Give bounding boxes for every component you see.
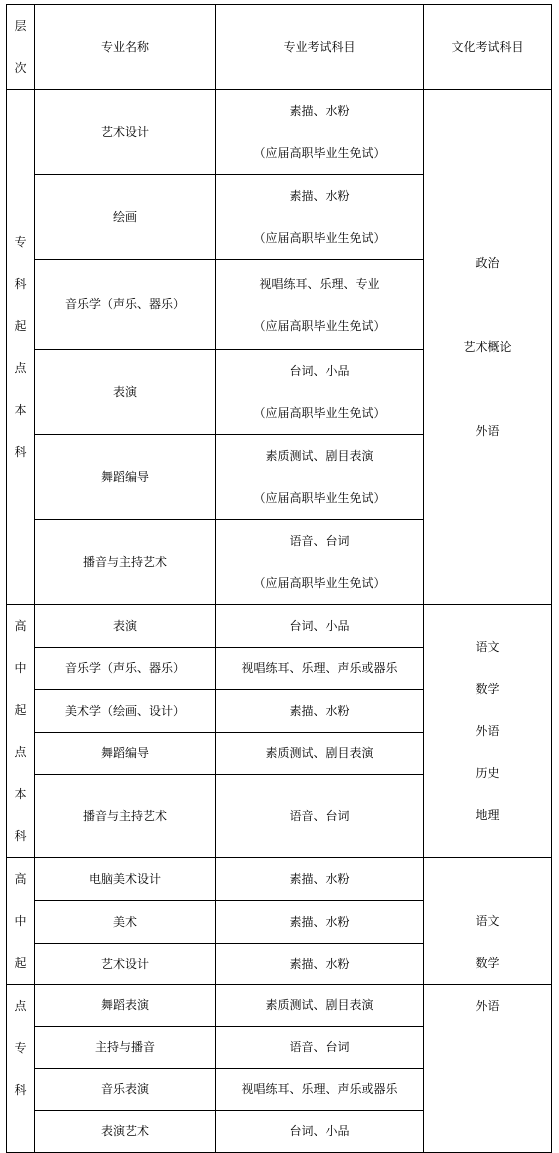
exam-note: （应届高职毕业生免试）: [253, 231, 386, 245]
major-name: 绘画: [35, 175, 216, 260]
table-row: [7, 858, 552, 901]
major-name: 播音与主持艺术: [35, 775, 216, 858]
culture-exam-cell: [424, 605, 552, 858]
header-level-cell: [7, 5, 35, 90]
professional-exam-cell: [216, 260, 424, 350]
professional-exam: 台词、小品: [216, 605, 424, 648]
level-char: 专: [14, 1041, 27, 1055]
culture-subject: 历史: [475, 766, 500, 780]
professional-exam: 语音、台词: [216, 1027, 424, 1069]
culture-exam-cell: [424, 985, 552, 1153]
exam-subjects-table-wrapper: [6, 4, 552, 1153]
level-cell-highschool-start: [7, 858, 35, 985]
level-char: 高: [14, 872, 27, 886]
major-name: 电脑美术设计: [35, 858, 216, 901]
culture-subject: 政治: [475, 256, 500, 270]
major-name: 美术: [35, 901, 216, 944]
exam-subjects: 素描、水粉: [289, 189, 350, 203]
major-name: 表演: [35, 605, 216, 648]
level-char: 起: [14, 956, 27, 970]
professional-exam-cell: [216, 520, 424, 605]
exam-note: （应届高职毕业生免试）: [253, 318, 386, 333]
header-level-char: 次: [14, 61, 27, 75]
exam-note: （应届高职毕业生免试）: [253, 491, 386, 505]
exam-note: （应届高职毕业生免试）: [253, 406, 386, 420]
level-char: 本: [14, 403, 27, 417]
major-name: 舞蹈表演: [35, 985, 216, 1027]
professional-exam: 素描、水粉: [216, 901, 424, 944]
professional-exam: 素质测试、剧目表演: [216, 732, 424, 775]
level-char: 高: [14, 619, 27, 633]
professional-exam-cell: [216, 435, 424, 520]
header-row: [7, 5, 552, 90]
exam-subjects: 素描、水粉: [289, 104, 350, 118]
exam-subjects: 台词、小品: [289, 364, 350, 378]
exam-subjects: 视唱练耳、乐理、专业: [259, 276, 380, 291]
major-name: 音乐表演: [35, 1069, 216, 1111]
level-char: 起: [14, 703, 27, 717]
level-char: 中: [14, 661, 27, 675]
level-char: 点: [14, 745, 27, 759]
culture-subject: 语文: [475, 914, 500, 928]
table-row: [7, 90, 552, 175]
level-char: 科: [14, 829, 27, 843]
level-cell-junior-college: [7, 985, 35, 1153]
level-char: 科: [14, 445, 27, 459]
level-cell-highschool-bachelor: [7, 605, 35, 858]
major-name: 表演艺术: [35, 1111, 216, 1153]
level-cell-upgrade-bachelor: [7, 90, 35, 605]
culture-subject: 地理: [475, 808, 500, 822]
professional-exam: 视唱练耳、乐理、声乐或器乐: [216, 1069, 424, 1111]
exam-note: （应届高职毕业生免试）: [253, 146, 386, 160]
major-name: 音乐学（声乐、器乐）: [35, 647, 216, 690]
culture-subject: 数学: [475, 682, 500, 696]
header-major: 专业名称: [35, 5, 216, 90]
major-name: 艺术设计: [35, 90, 216, 175]
professional-exam-cell: [216, 350, 424, 435]
professional-exam: 素质测试、剧目表演: [216, 985, 424, 1027]
professional-exam-cell: [216, 90, 424, 175]
professional-exam: 台词、小品: [216, 1111, 424, 1153]
level-char: 专: [14, 235, 27, 249]
culture-subject: 外语: [475, 424, 500, 438]
level-char: 科: [14, 1083, 27, 1097]
professional-exam: 视唱练耳、乐理、声乐或器乐: [216, 647, 424, 690]
major-name: 播音与主持艺术: [35, 520, 216, 605]
level-char: 起: [14, 319, 27, 333]
culture-subject: 数学: [475, 956, 500, 970]
header-culture-exam: 文化考试科目: [424, 5, 552, 90]
culture-subject: 外语: [475, 999, 500, 1013]
level-char: 中: [14, 914, 27, 928]
exam-subjects: 素质测试、剧目表演: [265, 449, 374, 463]
culture-subject: 外语: [475, 724, 500, 738]
header-professional-exam: 专业考试科目: [216, 5, 424, 90]
culture-subject: 语文: [475, 640, 500, 654]
major-name: 舞蹈编导: [35, 732, 216, 775]
major-name: 舞蹈编导: [35, 435, 216, 520]
major-name: 表演: [35, 350, 216, 435]
major-name: 艺术设计: [35, 944, 216, 985]
level-char: 科: [14, 277, 27, 291]
table-row: [7, 605, 552, 648]
professional-exam: 语音、台词: [216, 775, 424, 858]
major-name: 美术学（绘画、设计）: [35, 690, 216, 733]
culture-exam-cell: [424, 858, 552, 985]
professional-exam: 素描、水粉: [216, 944, 424, 985]
major-name: 音乐学（声乐、器乐）: [35, 260, 216, 350]
professional-exam: 素描、水粉: [216, 858, 424, 901]
professional-exam: 素描、水粉: [216, 690, 424, 733]
culture-subject: 艺术概论: [463, 340, 512, 354]
exam-note: （应届高职毕业生免试）: [253, 576, 386, 590]
professional-exam-cell: [216, 175, 424, 260]
table-row: [7, 985, 552, 1027]
culture-exam-cell: [424, 90, 552, 605]
level-char: 点: [14, 361, 27, 375]
exam-subjects: 语音、台词: [289, 534, 350, 548]
exam-subjects-table: [6, 4, 552, 1153]
level-char: 点: [14, 999, 27, 1013]
level-char: 本: [14, 787, 27, 801]
header-level-char: 层: [14, 19, 27, 33]
major-name: 主持与播音: [35, 1027, 216, 1069]
